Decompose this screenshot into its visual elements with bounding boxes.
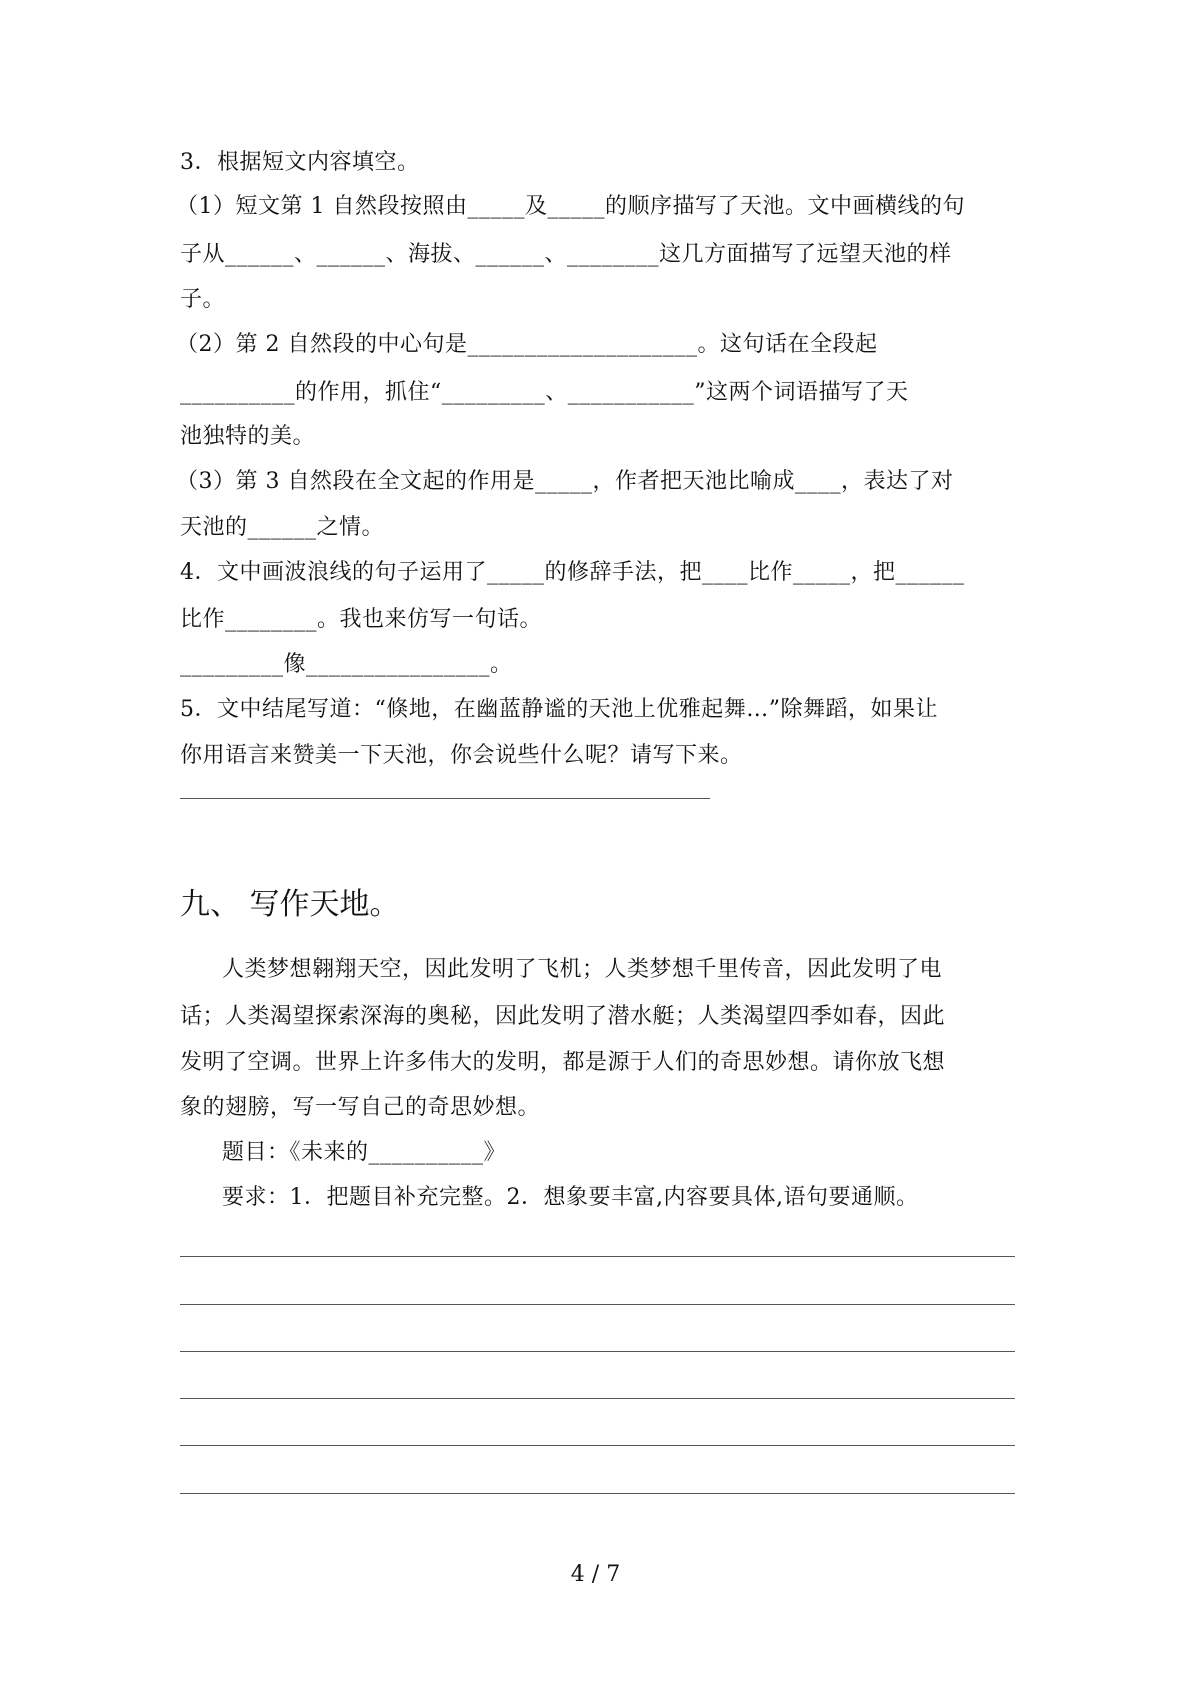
- writing-line: [180, 1445, 1015, 1446]
- writing-prompt-line-4: 象的翅膀，写一写自己的奇思妙想。: [180, 1095, 541, 1120]
- page-number: 4 / 7: [570, 1562, 621, 1587]
- essay-topic: 题目：《未来的__________》: [222, 1140, 507, 1165]
- question-4-line-1: 4．文中画波浪线的句子运用了_____的修辞手法，把____比作_____，把______: [180, 560, 965, 585]
- writing-prompt-line-2: 话；人类渴望探索深海的奥秘，因此发明了潜水艇；人类渴望四季如春，因此: [180, 1004, 946, 1029]
- question-3-1-line-3: 子。: [180, 287, 226, 312]
- answer-line-q5: [180, 798, 710, 799]
- writing-line: [180, 1256, 1015, 1257]
- question-3-1-line-2: 子从______、______、海拔、______、________这几方面描写了远望天池的样: [180, 242, 952, 267]
- writing-line: [180, 1304, 1015, 1305]
- question-3-2-line-1: （2）第 2 自然段的中心句是____________________。这句话在全段起: [176, 332, 878, 357]
- question-3-1-line-1: （1）短文第 1 自然段按照由_____及_____的顺序描写了天池。文中画横线的句: [176, 194, 965, 219]
- question-3-3-line-1: （3）第 3 自然段在全文起的作用是_____，作者把天池比喻成____，表达了对: [176, 469, 954, 494]
- writing-line: [180, 1398, 1015, 1399]
- question-5-line-1: 5．文中结尾写道：“倏地，在幽蓝静谧的天池上优雅起舞…”除舞蹈，如果让: [180, 697, 938, 722]
- section-heading-writing: 九、 写作天地。: [180, 887, 400, 922]
- writing-line: [180, 1493, 1015, 1494]
- question-4-line-2: 比作________。我也来仿写一句话。: [180, 607, 543, 632]
- question-3-3-line-2: 天池的______之情。: [180, 515, 385, 540]
- question-3-2-line-2: __________的作用，抓住“_________、___________”这两个词语描写了天: [180, 380, 909, 405]
- question-3-title: 3．根据短文内容填空。: [180, 150, 420, 175]
- question-4-line-3: _________像________________。: [180, 652, 513, 677]
- writing-prompt-line-1: 人类梦想翱翔天空，因此发明了飞机；人类梦想千里传音，因此发明了电: [222, 957, 943, 982]
- question-3-2-line-3: 池独特的美。: [180, 424, 316, 449]
- writing-prompt-line-3: 发明了空调。世界上许多伟大的发明，都是源于人们的奇思妙想。请你放飞想: [180, 1050, 946, 1075]
- essay-requirements: 要求：1．把题目补充完整。2．想象要丰富,内容要具体,语句要通顺。: [222, 1185, 919, 1210]
- question-5-line-2: 你用语言来赞美一下天池，你会说些什么呢？请写下来。: [180, 743, 743, 768]
- writing-line: [180, 1351, 1015, 1352]
